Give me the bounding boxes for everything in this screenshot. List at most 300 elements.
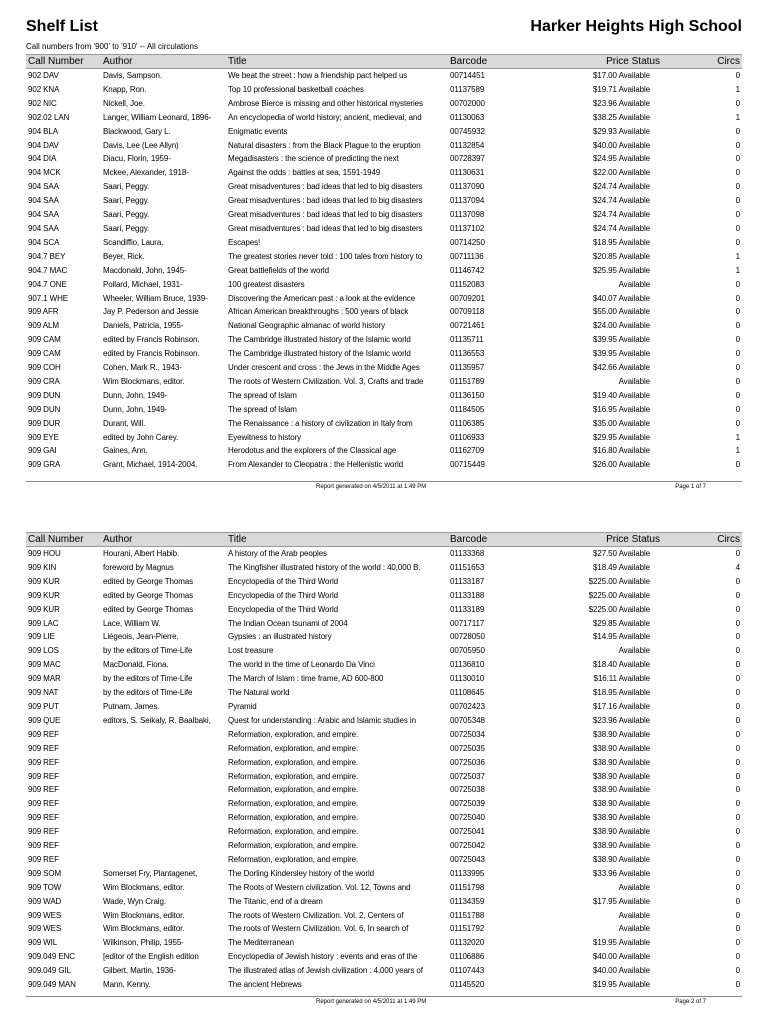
cell-price-status: $29.85 Available: [593, 618, 650, 628]
cell-price-status: $16.80 Available: [593, 446, 650, 456]
cell-price-status: $17.95 Available: [593, 896, 650, 906]
cell-barcode: 01108645: [450, 688, 485, 698]
cell-price-status: $38.90 Available: [593, 854, 650, 864]
cell-price-status: $38.90 Available: [593, 785, 650, 795]
cell-circs: 0: [735, 674, 740, 684]
cell-author: [101, 797, 226, 811]
cell-title: Pyramid: [228, 701, 257, 711]
cell-barcode: 00702423: [450, 701, 485, 711]
cell-barcode: 01151798: [450, 882, 485, 892]
table-row: [26, 644, 742, 658]
cell-title: Megadisasters : the science of predicting the next: [228, 154, 399, 164]
cell-author: Macdonald, John, 1945-: [103, 265, 187, 275]
cell-circs: 0: [735, 660, 740, 670]
cell-title: The Dorling Kindersley history of the world: [228, 868, 374, 878]
cell-call-number: 909 KUR: [28, 590, 60, 600]
cell-barcode: 01151792: [450, 924, 485, 934]
cell-barcode: 01152083: [450, 279, 485, 289]
cell-author: Wade, Wyn Craig.: [103, 896, 166, 906]
cell-circs: 0: [735, 140, 740, 150]
cell-barcode: 00721461: [450, 321, 485, 331]
cell-circs: 0: [735, 279, 740, 289]
cell-call-number: 909 REF: [28, 771, 59, 781]
table-row: [26, 964, 742, 978]
cell-author: [101, 756, 226, 770]
cell-author: editors, S. Seikaly, R. Baalbaki,: [103, 715, 211, 725]
cell-title: Eyewitness to history: [228, 432, 302, 442]
cell-circs: 0: [735, 590, 740, 600]
cell-title: Reformation, exploration, and empire.: [228, 743, 359, 753]
cell-circs: 0: [735, 924, 740, 934]
cell-price-status: $35.00 Available: [593, 418, 650, 428]
table-row: [26, 458, 742, 472]
cell-circs: 0: [735, 321, 740, 331]
cell-call-number: 909 HOU: [28, 549, 61, 558]
cell-price-status: $38.90 Available: [593, 771, 650, 781]
table-row: [26, 783, 742, 797]
cell-circs: 4: [735, 562, 740, 572]
cell-title: Gypsies : an illustrated history: [228, 632, 332, 642]
cell-circs: 0: [735, 335, 740, 345]
table-row: [26, 194, 742, 208]
cell-title: Top 10 professional basketball coaches: [228, 84, 364, 94]
cell-title: The spread of Islam: [228, 404, 297, 414]
cell-circs: 0: [735, 404, 740, 414]
cell-call-number: 909 REF: [28, 729, 59, 739]
cell-barcode: 00709118: [450, 307, 485, 317]
table-row: [26, 672, 742, 686]
table-row: [26, 305, 742, 319]
table-row: [26, 444, 742, 458]
table-row: [26, 264, 742, 278]
cell-barcode: 00702000: [450, 98, 485, 108]
cell-circs: 0: [735, 632, 740, 642]
cell-barcode: 01137090: [450, 182, 485, 192]
cell-circs: 0: [735, 363, 740, 373]
table-row: [26, 728, 742, 742]
cell-author: [editor of the English edition: [103, 952, 199, 962]
cell-barcode: 01133189: [450, 604, 485, 614]
cell-price-status: $24.74 Available: [593, 196, 650, 206]
cell-author: by the editors of Time-Life: [103, 674, 193, 684]
cell-title: Reformation, exploration, and empire.: [228, 827, 359, 837]
report-footer: [26, 481, 742, 493]
cell-price-status: $24.74 Available: [593, 182, 650, 192]
cell-title: The roots of Western Civilization. Vol. 3, Crafts and trade: [228, 376, 424, 386]
cell-call-number: 909 AFR: [28, 307, 59, 317]
cell-call-number: 904 BLA: [28, 126, 58, 136]
cell-price-status: $29.95 Available: [593, 432, 650, 442]
table-row: [26, 978, 742, 992]
cell-circs: 0: [735, 952, 740, 962]
cell-barcode: 00725043: [450, 854, 485, 864]
cell-call-number: 904 SCA: [28, 237, 60, 247]
shelf-list-table: [26, 54, 742, 472]
cell-title: Reformation, exploration, and empire.: [228, 771, 359, 781]
col-circs: Circs: [668, 533, 742, 547]
cell-circs: 0: [735, 854, 740, 864]
cell-call-number: 909 CRA: [28, 376, 60, 386]
cell-barcode: 01136150: [450, 390, 485, 400]
table-row: [26, 250, 742, 264]
cell-author: Liégeois, Jean-Pierre.: [103, 632, 179, 642]
cell-circs: 0: [735, 868, 740, 878]
cell-call-number: 909 TOW: [28, 882, 62, 892]
cell-author: Blackwood, Gary L.: [103, 126, 171, 136]
cell-title: Reformation, exploration, and empire.: [228, 799, 359, 809]
table-row: [26, 881, 742, 895]
cell-call-number: 909 MAC: [28, 660, 61, 670]
cell-barcode: 00725035: [450, 743, 485, 753]
cell-price-status: $225.00 Available: [588, 604, 650, 614]
cell-price-status: $33.96 Available: [593, 868, 650, 878]
cell-title: A history of the Arab peoples: [228, 549, 327, 558]
table-row: [26, 617, 742, 631]
cell-call-number: 909 GAI: [28, 446, 57, 456]
table-row: [26, 603, 742, 617]
cell-circs: 0: [735, 701, 740, 711]
cell-title: The Indian Ocean tsunami of 2004: [228, 618, 348, 628]
cell-author: [101, 839, 226, 853]
cell-title: The Titanic, end of a dream: [228, 896, 323, 906]
cell-barcode: 01146742: [450, 265, 485, 275]
col-barcode: Barcode: [448, 55, 548, 69]
cell-title: Under crescent and cross : the Jews in the Middle Ages: [228, 363, 420, 373]
table-row: [26, 166, 742, 180]
cell-call-number: 904.7 ONE: [28, 279, 67, 289]
cell-price-status: $18.95 Available: [593, 237, 650, 247]
cell-barcode: 00705348: [450, 715, 485, 725]
cell-price-status: $24.95 Available: [593, 154, 650, 164]
cell-author: MacDonald, Fiona.: [103, 660, 169, 670]
cell-circs: 0: [735, 604, 740, 614]
table-row: [26, 630, 742, 644]
page-number: Page 2 of 7: [675, 999, 706, 1005]
cell-author: Daniels, Patricia, 1955-: [103, 321, 184, 331]
cell-call-number: 909.049 GIL: [28, 966, 71, 976]
cell-title: Natural disasters : from the Black Plague to the eruption: [228, 140, 421, 150]
table-row: [26, 700, 742, 714]
generated-note: Report generated on 4/5/2011 at 1:49 PM: [316, 999, 427, 1005]
cell-price-status: $17.00 Available: [593, 71, 650, 80]
cell-barcode: 00725041: [450, 827, 485, 837]
col-call-number: Call Number: [26, 55, 101, 69]
shelf-list-table: [26, 532, 742, 992]
cell-barcode: 00728397: [450, 154, 485, 164]
cell-circs: 0: [735, 896, 740, 906]
cell-call-number: 909 KUR: [28, 604, 60, 614]
table-row: [26, 97, 742, 111]
cell-call-number: 909 REF: [28, 743, 59, 753]
cell-circs: 0: [735, 618, 740, 628]
table-row: [26, 839, 742, 853]
cell-circs: 0: [735, 293, 740, 303]
cell-title: Escapes!: [228, 237, 261, 247]
cell-circs: 1: [735, 251, 740, 261]
cell-call-number: 909 DUR: [28, 418, 61, 428]
cell-call-number: 904.7 MAC: [28, 265, 68, 275]
table-row: [26, 347, 742, 361]
cell-barcode: 01132854: [450, 140, 485, 150]
cell-call-number: 909 WES: [28, 924, 62, 934]
table-row: [26, 658, 742, 672]
cell-barcode: 01135711: [450, 335, 484, 345]
cell-barcode: 01106933: [450, 432, 485, 442]
generated-note: Report generated on 4/5/2011 at 1:49 PM: [316, 484, 427, 490]
cell-price-status: $23.96 Available: [593, 715, 650, 725]
cell-author: Davis, Lee (Lee Allyn): [103, 140, 179, 150]
cell-author: Langer, William Leonard, 1896-: [103, 112, 212, 122]
cell-title: The spread of Islam: [228, 390, 297, 400]
cell-author: Dunn, John, 1949-: [103, 404, 168, 414]
cell-barcode: 00725036: [450, 757, 485, 767]
cell-price-status: $38.90 Available: [593, 827, 650, 837]
cell-barcode: 00705950: [450, 646, 485, 656]
cell-call-number: 909 KUR: [28, 576, 60, 586]
table-row: [26, 825, 742, 839]
table-row: [26, 431, 742, 445]
table-row: [26, 589, 742, 603]
cell-author: Gilbert, Martin, 1936-: [103, 966, 176, 976]
cell-price-status: $19.95 Available: [593, 980, 650, 990]
cell-call-number: 909 ALM: [28, 321, 59, 331]
cell-call-number: 909 WIL: [28, 938, 58, 948]
cell-author: Hourani, Albert Habib.: [103, 549, 180, 558]
cell-barcode: 00715449: [450, 460, 485, 470]
cell-author: Wim Blockmans, editor.: [103, 910, 185, 920]
report-title: Shelf List: [26, 18, 99, 35]
cell-call-number: 902 NIC: [28, 98, 57, 108]
cell-author: [101, 728, 226, 742]
cell-title: Discovering the American past : a look at the evidence: [228, 293, 416, 303]
cell-price-status: $225.00 Available: [588, 590, 650, 600]
cell-barcode: 00725040: [450, 813, 485, 823]
cell-circs: 0: [735, 349, 740, 359]
cell-author: edited by John Carey.: [103, 432, 179, 442]
cell-price-status: $38.90 Available: [593, 841, 650, 851]
cell-circs: 0: [735, 729, 740, 739]
table-row: [26, 561, 742, 575]
table-row: [26, 361, 742, 375]
cell-barcode: 01137102: [450, 223, 485, 233]
cell-barcode: 01135957: [450, 363, 485, 373]
cell-price-status: Available: [618, 910, 650, 920]
cell-barcode: 00725034: [450, 729, 485, 739]
cell-price-status: $27.50 Available: [593, 549, 650, 558]
table-row: [26, 139, 742, 153]
cell-circs: 0: [735, 307, 740, 317]
cell-barcode: 01133995: [450, 868, 485, 878]
cell-circs: 0: [735, 966, 740, 976]
cell-circs: 0: [735, 210, 740, 220]
cell-price-status: $19.71 Available: [593, 84, 650, 94]
cell-price-status: $55.00 Available: [593, 307, 650, 317]
table-row: [26, 950, 742, 964]
cell-author: Somerset Fry, Plantagenet,: [103, 868, 198, 878]
cell-title: Reformation, exploration, and empire.: [228, 813, 359, 823]
cell-barcode: 01162709: [450, 446, 485, 456]
cell-call-number: 909 REF: [28, 827, 59, 837]
cell-author: Wilkinson, Philip, 1955-: [103, 938, 184, 948]
cell-author: Wim Blockmans, editor.: [103, 882, 185, 892]
col-title: Title: [226, 55, 448, 69]
cell-circs: 0: [735, 390, 740, 400]
col-author: Author: [101, 533, 226, 547]
cell-author: Dunn, John, 1949-: [103, 390, 168, 400]
cell-call-number: 904 SAA: [28, 210, 59, 220]
cell-title: African American breakthroughs : 500 years of black: [228, 307, 409, 317]
cell-barcode: 01132020: [450, 938, 485, 948]
cell-barcode: 01133368: [450, 549, 485, 558]
cell-price-status: $16.11 Available: [593, 674, 650, 684]
cell-title: Herodotus and the explorers of the Classical age: [228, 446, 397, 456]
cell-title: The greatest stories never told : 100 tales from history to: [228, 251, 423, 261]
cell-circs: 0: [735, 182, 740, 192]
cell-call-number: 909 GRA: [28, 460, 61, 470]
cell-barcode: 01145520: [450, 980, 485, 990]
cell-circs: 0: [735, 154, 740, 164]
table-row: [26, 111, 742, 125]
cell-price-status: $18.40 Available: [593, 660, 650, 670]
cell-title: The Roots of Western civilization. Vol. 12, Towns and: [228, 882, 411, 892]
cell-circs: 0: [735, 980, 740, 990]
report-header: [0, 0, 768, 51]
cell-call-number: 909 COH: [28, 363, 61, 373]
col-barcode: Barcode: [448, 533, 548, 547]
cell-circs: 0: [735, 549, 740, 558]
cell-price-status: $24.00 Available: [593, 321, 650, 331]
cell-title: Great misadventures : bad ideas that led to big disasters: [228, 210, 423, 220]
table-row: [26, 222, 742, 236]
table-row: [26, 936, 742, 950]
cell-title: Encyclopedia of the Third World: [228, 576, 338, 586]
table-row: [26, 236, 742, 250]
cell-call-number: 904.7 BEY: [28, 251, 66, 261]
cell-barcode: 01130631: [450, 168, 485, 178]
cell-title: Encyclopedia of the Third World: [228, 604, 338, 614]
table-header-row: [26, 55, 742, 69]
cell-author: Mann, Kenny.: [103, 980, 151, 990]
cell-author: Wim Blockmans, editor.: [103, 376, 185, 386]
cell-barcode: 00714451: [450, 71, 485, 80]
cell-author: Beyer, Rick.: [103, 251, 145, 261]
table-row: [26, 895, 742, 909]
cell-circs: 0: [735, 168, 740, 178]
table-header-row: [26, 533, 742, 547]
cell-price-status: $38.25 Available: [593, 112, 650, 122]
table-row: [26, 375, 742, 389]
cell-circs: 0: [735, 418, 740, 428]
cell-price-status: $18.49 Available: [593, 562, 650, 572]
cell-call-number: 909 DUN: [28, 390, 61, 400]
cell-call-number: 909 REF: [28, 757, 59, 767]
cell-call-number: 902.02 LAN: [28, 112, 70, 122]
cell-title: Reformation, exploration, and empire.: [228, 841, 359, 851]
cell-circs: 0: [735, 223, 740, 233]
cell-circs: 0: [735, 376, 740, 386]
cell-call-number: 909 CAM: [28, 349, 61, 359]
cell-price-status: $38.90 Available: [593, 729, 650, 739]
cell-author: Scandiffio, Laura.: [103, 237, 164, 247]
cell-circs: 0: [735, 715, 740, 725]
cell-author: Putnam, James.: [103, 701, 160, 711]
cell-title: The Renaissance : a history of civilization in Italy from: [228, 418, 413, 428]
cell-call-number: 909 QUE: [28, 715, 61, 725]
table-body: [26, 547, 742, 993]
cell-circs: 0: [735, 757, 740, 767]
cell-barcode: 01130063: [450, 112, 485, 122]
cell-call-number: 904 SAA: [28, 182, 59, 192]
cell-call-number: 909 NAT: [28, 688, 59, 698]
cell-circs: 0: [735, 576, 740, 586]
cell-title: An encyclopedia of world history; ancient, medieval, and: [228, 112, 422, 122]
cell-barcode: 01130010: [450, 674, 485, 684]
cell-author: [101, 853, 226, 867]
col-circs: Circs: [668, 55, 742, 69]
cell-circs: 0: [735, 799, 740, 809]
cell-barcode: 01137589: [450, 84, 485, 94]
cell-barcode: 01106385: [450, 418, 485, 428]
cell-circs: 1: [735, 265, 740, 275]
cell-barcode: 01184505: [450, 404, 485, 414]
cell-barcode: 00717117: [450, 618, 485, 628]
cell-author: [101, 770, 226, 784]
cell-price-status: $24.74 Available: [593, 210, 650, 220]
table-row: [26, 575, 742, 589]
cell-title: The ancient Hebrews: [228, 980, 302, 990]
table-row: [26, 909, 742, 923]
cell-circs: 0: [735, 938, 740, 948]
cell-barcode: 00714250: [450, 237, 485, 247]
cell-title: Quest for understanding : Arabic and Islamic studies in: [228, 715, 416, 725]
cell-barcode: 01137098: [450, 210, 485, 220]
cell-title: The illustrated atlas of Jewish civilization : 4,000 years of: [228, 966, 423, 976]
cell-title: The Cambridge illustrated history of the Islamic world: [228, 335, 411, 345]
cell-call-number: 909 MAR: [28, 674, 61, 684]
cell-circs: 1: [735, 112, 740, 122]
cell-circs: 0: [735, 771, 740, 781]
cell-call-number: 904 DAV: [28, 140, 59, 150]
report-page-2: [0, 526, 768, 1024]
cell-title: Reformation, exploration, and empire.: [228, 854, 359, 864]
cell-call-number: 909 REF: [28, 799, 59, 809]
cell-author: Jay P. Pederson and Jessie: [103, 307, 199, 317]
cell-price-status: $19.95 Available: [593, 938, 650, 948]
cell-author: Lace, William W.: [103, 618, 161, 628]
cell-price-status: $22.00 Available: [593, 168, 650, 178]
cell-call-number: 909 REF: [28, 813, 59, 823]
cell-price-status: Available: [618, 376, 650, 386]
cell-circs: 0: [735, 813, 740, 823]
cell-price-status: $19.40 Available: [593, 390, 650, 400]
cell-call-number: 909 CAM: [28, 335, 61, 345]
cell-barcode: 01151653: [450, 562, 485, 572]
cell-call-number: 907.1 WHE: [28, 293, 69, 303]
cell-price-status: Available: [618, 924, 650, 934]
cell-call-number: 909 REF: [28, 785, 59, 795]
table-row: [26, 922, 742, 936]
cell-title: The March of Islam : time frame, AD 600-800: [228, 674, 384, 684]
table-row: [26, 333, 742, 347]
table-row: [26, 547, 742, 561]
col-call-number: Call Number: [26, 533, 101, 547]
cell-price-status: $24.74 Available: [593, 223, 650, 233]
cell-barcode: 01136553: [450, 349, 485, 359]
table-row: [26, 867, 742, 881]
cell-barcode: 00709201: [450, 293, 485, 303]
report-footer: [26, 996, 742, 1008]
cell-call-number: 909 LIE: [28, 632, 55, 642]
